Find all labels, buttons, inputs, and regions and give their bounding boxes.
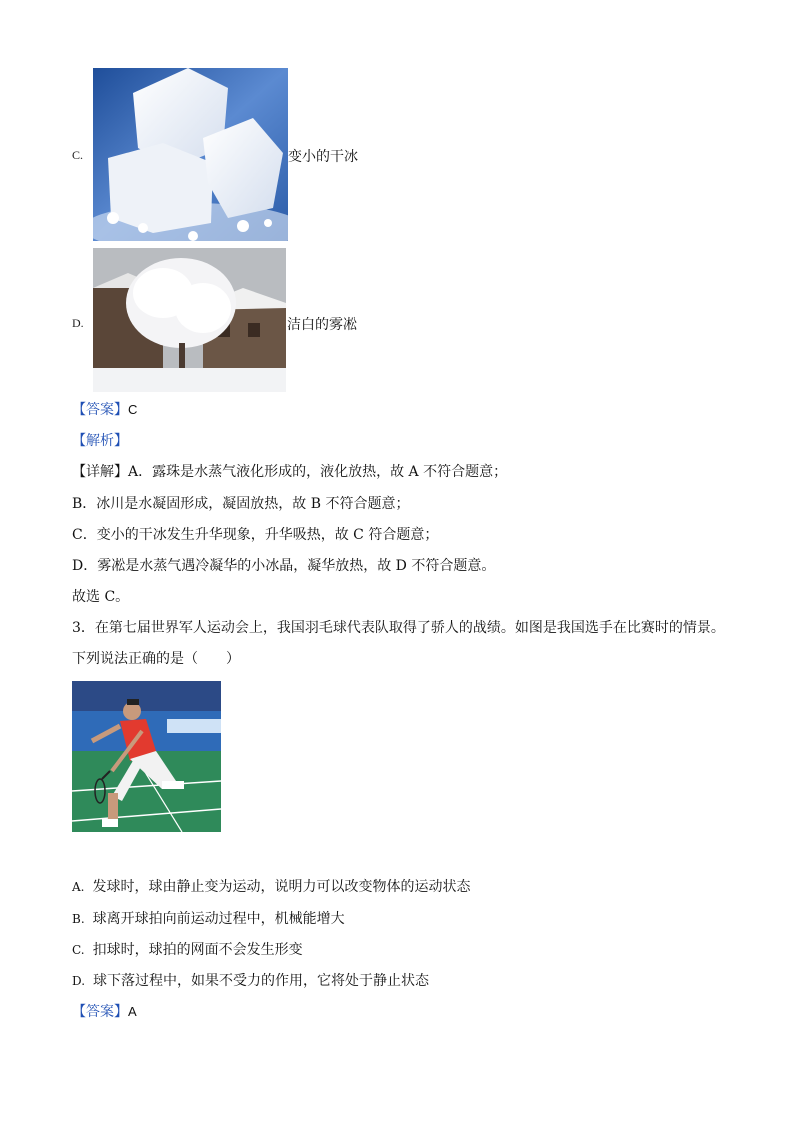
option-d-label: D. <box>72 316 84 330</box>
answer-line <box>72 401 137 419</box>
detail-line-a <box>72 463 507 481</box>
q3-option-b <box>72 910 345 928</box>
question3-line1: 3．在第七届世界军人运动会上，我国羽毛球代表队取得了骄人的战绩。如图是我国选手在比赛时的情景。 <box>72 620 725 636</box>
detail-line-b: B．冰川是水凝固形成，凝固放热，故 B 不符合题意； <box>72 496 410 512</box>
q3-option-c-text: 扣球时，球拍的网面不会发生形变 <box>92 942 303 958</box>
detail-a-text: A．露珠是水蒸气液化形成的，液化放热，故 A 不符合题意； <box>128 464 508 480</box>
q3-option-d-label: D. <box>72 974 86 988</box>
detail-line-c: C．变小的干冰发生升华现象，升华吸热，故 C 符合题意； <box>72 527 439 543</box>
q3-option-b-text: 球离开球拍向前运动过程中，机械能增大 <box>92 911 345 927</box>
question3-line2: 下列说法正确的是（ ） <box>72 651 240 667</box>
detail-line-d: D．雾凇是水蒸气遇冷凝华的小冰晶，凝华放热，故 D 不符合题意。 <box>72 558 496 574</box>
answer-value: C <box>128 402 138 417</box>
option-d-caption: 洁白的雾凇 <box>287 317 357 333</box>
dry-ice-image <box>93 68 288 241</box>
answer2-tag: 【答案】 <box>72 1004 128 1020</box>
q3-option-b-label: B. <box>72 912 85 926</box>
analysis-tag: 【解析】 <box>72 433 128 449</box>
answer2-line <box>72 1003 137 1021</box>
answer2-value: A <box>128 1004 137 1019</box>
detail-tag: 【详解】 <box>72 464 128 480</box>
q3-option-a <box>72 878 470 896</box>
q3-option-a-text: 发球时，球由静止变为运动，说明力可以改变物体的运动状态 <box>92 879 471 895</box>
answer-tag: 【答案】 <box>72 402 128 418</box>
q3-option-c <box>72 941 303 959</box>
q3-option-a-label: A. <box>72 880 85 894</box>
badminton-player-image <box>72 681 221 832</box>
q3-option-d-text: 球下落过程中，如果不受力的作用，它将处于静止状态 <box>93 973 430 989</box>
option-c-caption: 变小的干冰 <box>288 149 358 165</box>
detail-conclusion: 故选 C。 <box>72 589 130 605</box>
rime-tree-image <box>93 248 286 392</box>
option-c-label: C. <box>72 148 84 162</box>
q3-option-d <box>72 972 429 990</box>
q3-option-c-label: C. <box>72 943 85 957</box>
